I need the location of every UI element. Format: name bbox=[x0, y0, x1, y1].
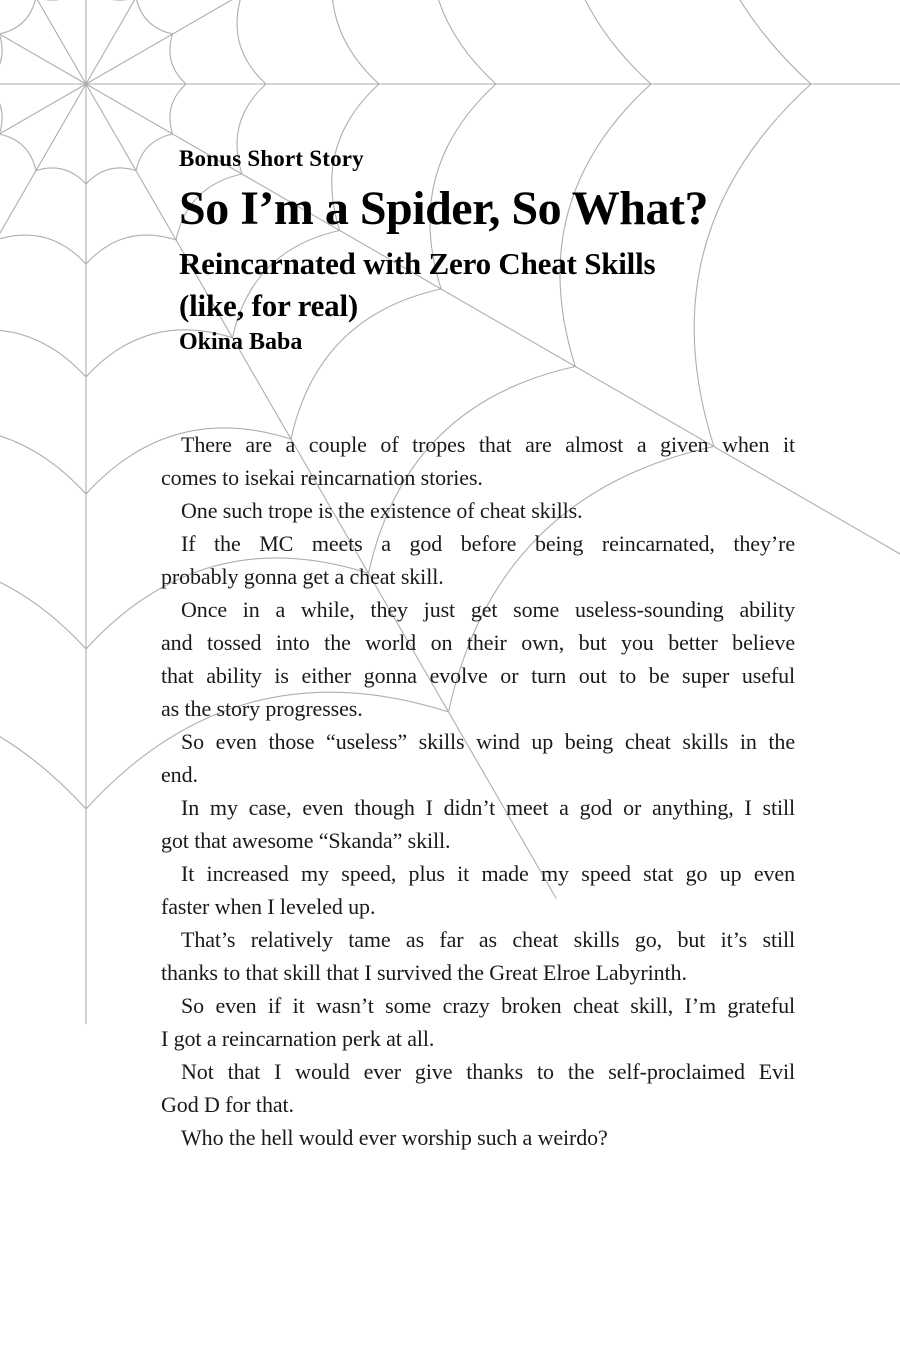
story-kicker: Bonus Short Story bbox=[179, 146, 364, 171]
story-paragraph bbox=[161, 857, 795, 923]
story-line: There are a couple of tropes that are almost a given when it bbox=[181, 432, 795, 457]
story-line: I got a reincarnation perk at all. bbox=[161, 1026, 435, 1051]
chapter-header bbox=[179, 147, 708, 357]
story-line: comes to isekai reincarnation stories. bbox=[161, 465, 483, 490]
story-paragraph bbox=[161, 593, 795, 725]
story-paragraph bbox=[161, 1121, 795, 1154]
story-line: that ability is either gonna evolve or turn out to be super useful bbox=[161, 663, 795, 688]
story-line: Not that I would ever give thanks to the self-proclaimed Evil bbox=[181, 1059, 795, 1084]
story-line: Once in a while, they just get some useless-sounding ability bbox=[181, 597, 795, 622]
story-line: as the story progresses. bbox=[161, 696, 363, 721]
story-paragraph bbox=[161, 923, 795, 989]
story-line: probably gonna get a cheat skill. bbox=[161, 564, 444, 589]
story-line: and tossed into the world on their own, but you better believe bbox=[161, 630, 795, 655]
story-line: Who the hell would ever worship such a weirdo? bbox=[181, 1125, 608, 1150]
story-line: God D for that. bbox=[161, 1092, 294, 1117]
story-paragraph bbox=[161, 791, 795, 857]
story-paragraph bbox=[161, 428, 795, 494]
story-line: got that awesome “Skanda” skill. bbox=[161, 828, 451, 853]
story-subtitle bbox=[179, 243, 708, 327]
story-line: thanks to that skill that I survived the Great Elroe Labyrinth. bbox=[161, 960, 687, 985]
story-line: It increased my speed, plus it made my speed stat go up even bbox=[181, 861, 795, 886]
story-paragraph bbox=[161, 1055, 795, 1121]
story-line: end. bbox=[161, 762, 198, 787]
story-paragraph bbox=[161, 527, 795, 593]
subtitle-line-1: Reincarnated with Zero Cheat Skills bbox=[179, 246, 656, 281]
story-line: If the MC meets a god before being reincarnated, they’re bbox=[181, 531, 795, 556]
story-line: faster when I leveled up. bbox=[161, 894, 376, 919]
story-paragraph bbox=[161, 494, 795, 527]
story-paragraph bbox=[161, 989, 795, 1055]
story-title: So I’m a Spider, So What? bbox=[179, 182, 708, 235]
story-line: So even those “useless” skills wind up being cheat skills in the bbox=[181, 729, 795, 754]
story-line: One such trope is the existence of cheat skills. bbox=[181, 498, 583, 523]
story-line: So even if it wasn’t some crazy broken cheat skill, I’m grateful bbox=[181, 993, 795, 1018]
story-text bbox=[161, 428, 795, 1154]
author-name: Okina Baba bbox=[179, 329, 303, 355]
story-line: That’s relatively tame as far as cheat skills go, but it’s still bbox=[181, 927, 795, 952]
story-line: In my case, even though I didn’t meet a god or anything, I still bbox=[181, 795, 795, 820]
story-paragraph bbox=[161, 725, 795, 791]
subtitle-line-2: (like, for real) bbox=[179, 288, 359, 323]
